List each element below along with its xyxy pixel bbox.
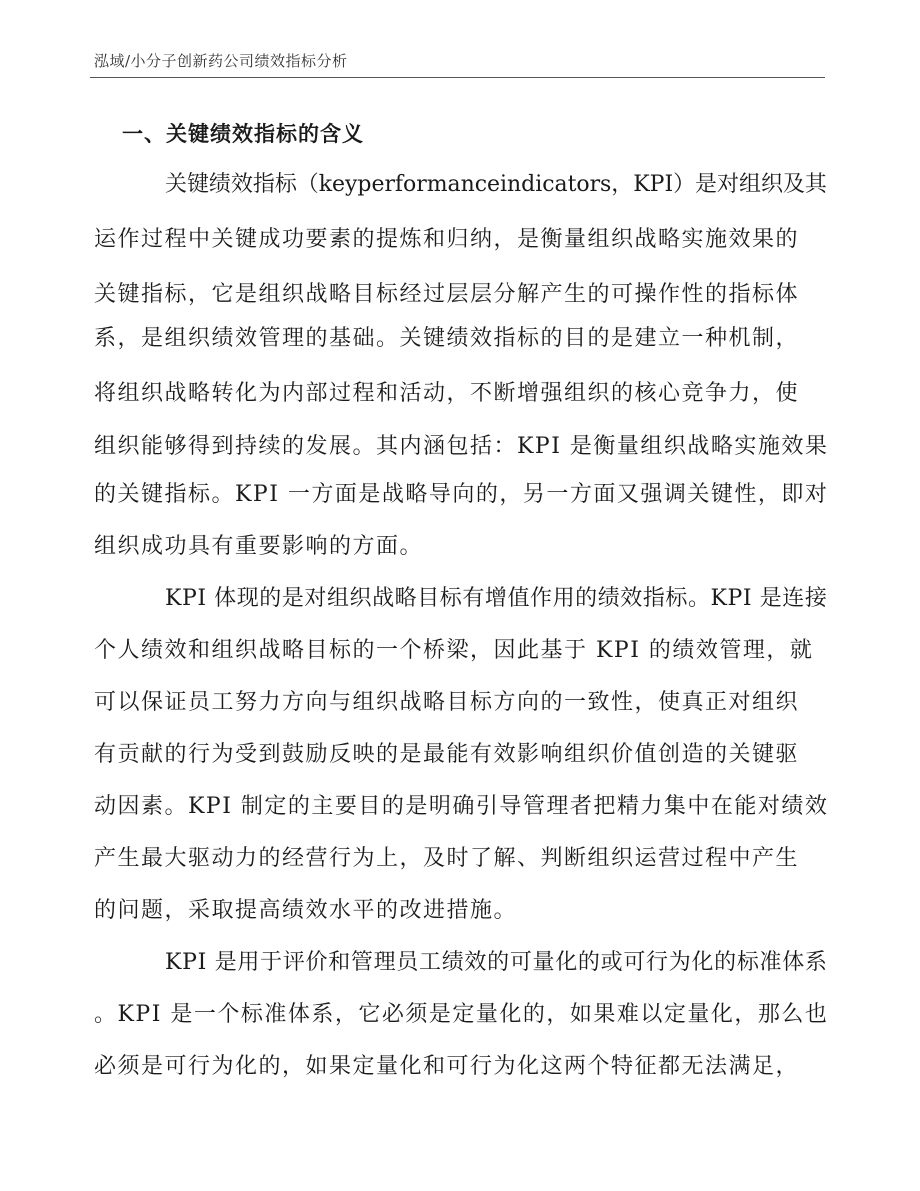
paragraph-line: 运作过程中关键成功要素的提炼和归纳，是衡量组织战略实施效果的 <box>94 227 800 252</box>
paragraph-line: 产生最大驱动力的经营行为上，及时了解、判断组织运营过程中产生 <box>94 846 800 871</box>
paragraph-line: 必须是可行为化的，如果定量化和可行为化这两个特征都无法满足， <box>94 1054 800 1079</box>
paragraph-line: 的问题，采取提高绩效水平的改进措施。 <box>94 898 518 923</box>
paragraph-line: 的关键指标。KPI 一方面是战略导向的，另一方面又强调关键性，即对 <box>94 482 829 507</box>
running-header: 泓域/小分子创新药公司绩效指标分析 <box>94 52 348 70</box>
paragraph-line: 组织成功具有重要影响的方面。 <box>94 534 424 559</box>
paragraph-line: KPI 是用于评价和管理员工绩效的可量化的或可行为化的标准体系 <box>165 950 828 975</box>
header-divider <box>90 77 825 78</box>
paragraph-line: 可以保证员工努力方向与组织战略目标方向的一致性，使真正对组织 <box>94 690 800 715</box>
paragraph-line: 将组织战略转化为内部过程和活动，不断增强组织的核心竞争力，使 <box>94 381 800 406</box>
paragraph-line: 组织能够得到持续的发展。其内涵包括：KPI 是衡量组织战略实施效果 <box>94 434 829 459</box>
paragraph-line: 个人绩效和组织战略目标的一个桥梁，因此基于 KPI 的绩效管理，就 <box>94 638 814 663</box>
paragraph-line: 有贡献的行为受到鼓励反映的是最能有效影响组织价值创造的关键驱 <box>94 742 800 767</box>
section-heading: 一、关键绩效指标的含义 <box>122 121 364 146</box>
paragraph-line: 。KPI 是一个标准体系，它必须是定量化的，如果难以定量化，那么也 <box>94 1002 829 1027</box>
paragraph-line: 关键指标，它是组织战略目标经过层层分解产生的可操作性的指标体 <box>94 282 800 307</box>
paragraph-line: KPI 体现的是对组织战略目标有增值作用的绩效指标。KPI 是连接 <box>165 586 828 611</box>
paragraph-line: 动因素。KPI 制定的主要目的是明确引导管理者把精力集中在能对绩效 <box>94 794 829 819</box>
paragraph-line: 关键绩效指标（keyperformanceindicators，KPI）是对组织及其 <box>165 172 827 197</box>
paragraph-line: 系，是组织绩效管理的基础。关键绩效指标的目的是建立一种机制， <box>94 326 800 351</box>
